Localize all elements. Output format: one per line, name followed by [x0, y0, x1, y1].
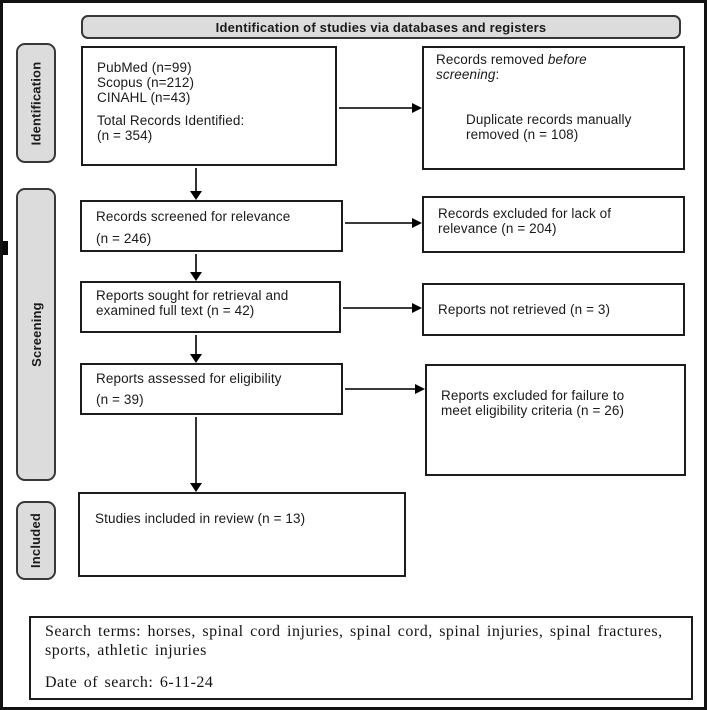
- arrow-line-sources-to-removed: [339, 107, 413, 109]
- search-terms-box: [29, 616, 693, 700]
- arrow-line-screened-to-excluded: [345, 222, 413, 224]
- reports-sought-text: Reports sought for retrieval and examined full text (n = 42): [96, 288, 289, 318]
- box-records-removed: [422, 46, 685, 170]
- arrow-line-assessed-to-excluded: [345, 388, 415, 390]
- duplicates-removed-text: Duplicate records manually removed (n = 108): [466, 112, 632, 142]
- arrowhead-right-icon: [412, 103, 422, 113]
- stage-label-text: Identification: [28, 61, 44, 145]
- stage-label-screening: [16, 188, 56, 481]
- arrowhead-right-icon: [415, 384, 425, 394]
- arrowhead-down-icon: [190, 272, 202, 281]
- box-records-identified: [81, 46, 337, 166]
- box-reports-sought: [80, 281, 341, 333]
- box-studies-included: [78, 492, 406, 577]
- source-line-total: Total Records Identified:: [97, 113, 245, 128]
- arrow-line-sources-to-screened: [195, 168, 197, 193]
- reports-assessed-text: Reports assessed for eligibility: [96, 371, 282, 386]
- arrowhead-down-icon: [190, 354, 202, 363]
- box-reports-assessed: [80, 363, 343, 415]
- stage-label-text: Included: [28, 512, 44, 569]
- reports-excluded-eligibility-text: Reports excluded for failure to meet eligibility criteria (n = 26): [441, 388, 625, 418]
- reports-assessed-n: (n = 39): [96, 392, 144, 407]
- left-edge-mark: [3, 241, 8, 255]
- box-reports-excluded-eligibility: [425, 364, 686, 476]
- arrowhead-down-icon: [190, 191, 202, 200]
- stage-label-text: Screening: [28, 302, 44, 367]
- source-line-pubmed: PubMed (n=99): [97, 60, 192, 75]
- stage-label-identification: [16, 43, 56, 163]
- box-reports-not-retrieved: [422, 283, 685, 336]
- records-excluded-text: Records excluded for lack of relevance (n = 204): [438, 206, 612, 236]
- source-line-scopus: Scopus (n=212): [97, 75, 195, 90]
- diagram-title: Identification of studies via databases and registers: [215, 19, 547, 35]
- arrowhead-right-icon: [412, 303, 422, 313]
- stage-label-included: [16, 501, 56, 580]
- arrow-line-assessed-to-included: [195, 417, 197, 483]
- arrow-line-screened-to-sought: [195, 254, 197, 274]
- box-records-screened: [80, 200, 343, 252]
- arrowhead-right-icon: [412, 218, 422, 228]
- source-line-total-n: (n = 354): [97, 128, 153, 143]
- reports-not-retrieved-text: Reports not retrieved (n = 3): [438, 302, 611, 317]
- studies-included-text: Studies included in review (n = 13): [95, 511, 306, 526]
- records-removed-heading: Records removed before screening:: [436, 52, 587, 82]
- source-line-spacer: [97, 105, 327, 113]
- records-screened-text: Records screened for relevance: [96, 209, 291, 224]
- box-records-excluded-relevance: [422, 196, 685, 253]
- arrow-line-sought-to-assessed: [195, 335, 197, 355]
- arrow-line-sought-to-not-retrieved: [343, 307, 413, 309]
- arrowhead-down-icon: [190, 483, 202, 492]
- source-line-cinahl: CINAHL (n=43): [97, 90, 191, 105]
- records-screened-n: (n = 246): [96, 231, 152, 246]
- search-date-text: Date of search: 6-11-24: [45, 674, 214, 691]
- search-terms-text: Search terms: horses, spinal cord injuries, spinal cord, spinal injuries, spinal fractures, sports, athletic injuries: [45, 623, 663, 659]
- diagram-title-banner: [81, 15, 681, 39]
